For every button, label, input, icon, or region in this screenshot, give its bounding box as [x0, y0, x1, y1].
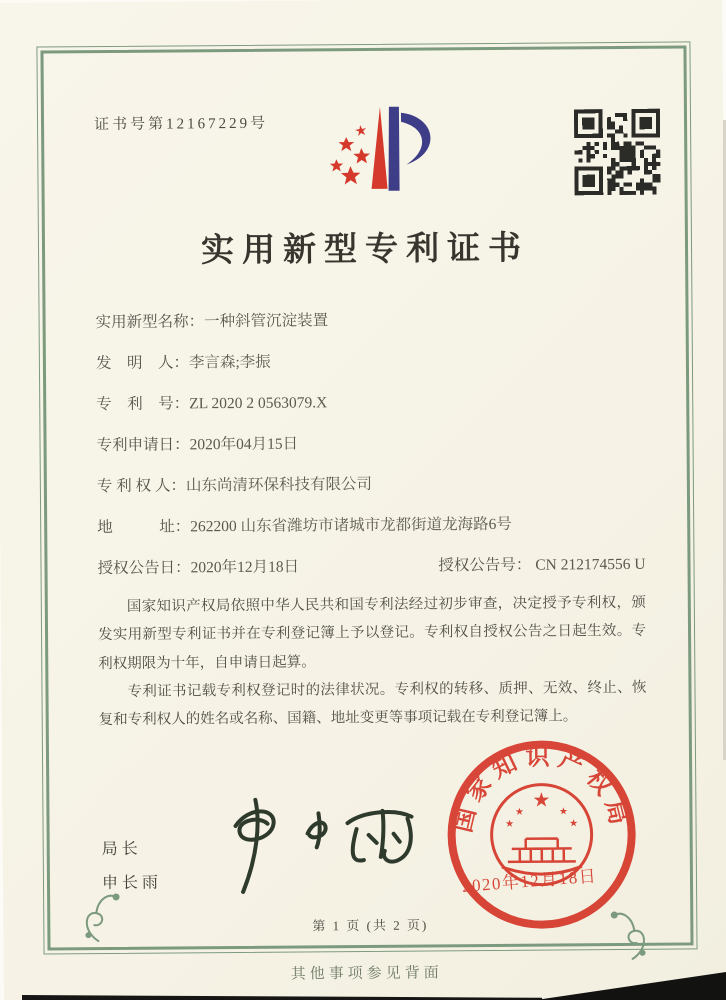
svg-text:★: ★: [505, 818, 515, 830]
cnipa-logo-icon: [324, 102, 449, 199]
field-value: 一种斜管沉淀装置: [204, 312, 329, 331]
field-label: 地 址：: [97, 518, 191, 537]
director-signature: [197, 792, 434, 898]
field-label: 授权公告日：: [97, 559, 191, 578]
field-row-address: [97, 512, 645, 557]
field-value: CN 212174556 U: [535, 555, 646, 574]
director-name: 申长雨: [101, 874, 163, 893]
field-label: 发 明 人：: [95, 354, 189, 373]
back-side-note: 其他事项参见背面: [290, 965, 443, 983]
field-value: 李言森;李振: [188, 353, 271, 372]
field-row-patentee: [97, 471, 645, 516]
certificate-fields: [96, 307, 646, 598]
director-title: 局长: [101, 840, 142, 859]
field-value: ZL 2020 2 0563079.X: [189, 394, 328, 413]
certificate-title: 实用新型专利证书: [200, 230, 530, 270]
field-row-patent-number: [96, 389, 644, 434]
field-label: 实用新型名称：: [95, 313, 205, 332]
field-value: 2020年12月18日: [190, 558, 300, 577]
field-label: 专利申请日：: [96, 436, 190, 455]
svg-text:★: ★: [532, 789, 551, 812]
svg-text:★: ★: [569, 818, 579, 830]
legal-paragraph-2: 专利证书记载专利权登记时的法律状况。专利权的转移、质押、无效、终止、恢复和专利权人的姓名或名称、国籍、地址变更等事项记载在专利登记簿上。: [98, 679, 647, 729]
field-row-name: [96, 307, 644, 352]
field-row-inventors: [96, 348, 644, 393]
field-label: 专 利 号：: [96, 395, 190, 414]
svg-text:★: ★: [514, 806, 524, 818]
field-label: 专 利 权 人：: [96, 477, 187, 496]
field-value: 2020年04月15日: [189, 435, 299, 454]
certificate-border-frame: [40, 45, 693, 950]
page-number: 第 1 页 (共 2 页): [312, 917, 429, 934]
qr-code: [574, 109, 661, 196]
legal-text: [98, 589, 647, 735]
field-label: 授权公告号：: [438, 556, 532, 575]
field-row-filing-date: [96, 430, 644, 475]
legal-paragraph-1: 国家知识产权局依照中华人民共和国专利法经过初步审查，决定授予专利权，颁发实用新型专利证书并在专利登记簿上予以登记。专利权自授权公告之日起生效。专利权期限为十年，自申请日起算。: [97, 594, 647, 672]
seal-emblem-icon: [505, 789, 578, 830]
svg-text:★: ★: [558, 806, 568, 818]
certificate-number: 证书号第12167229号: [93, 115, 269, 134]
field-value: 山东尚清环保科技有限公司: [185, 475, 373, 495]
seal-text: 国家知识产权局: [450, 744, 633, 836]
field-value: 262200 山东省潍坊市诸城市龙都街道龙海路6号: [190, 515, 512, 536]
seal-date: 2020年12月18日: [461, 866, 598, 896]
